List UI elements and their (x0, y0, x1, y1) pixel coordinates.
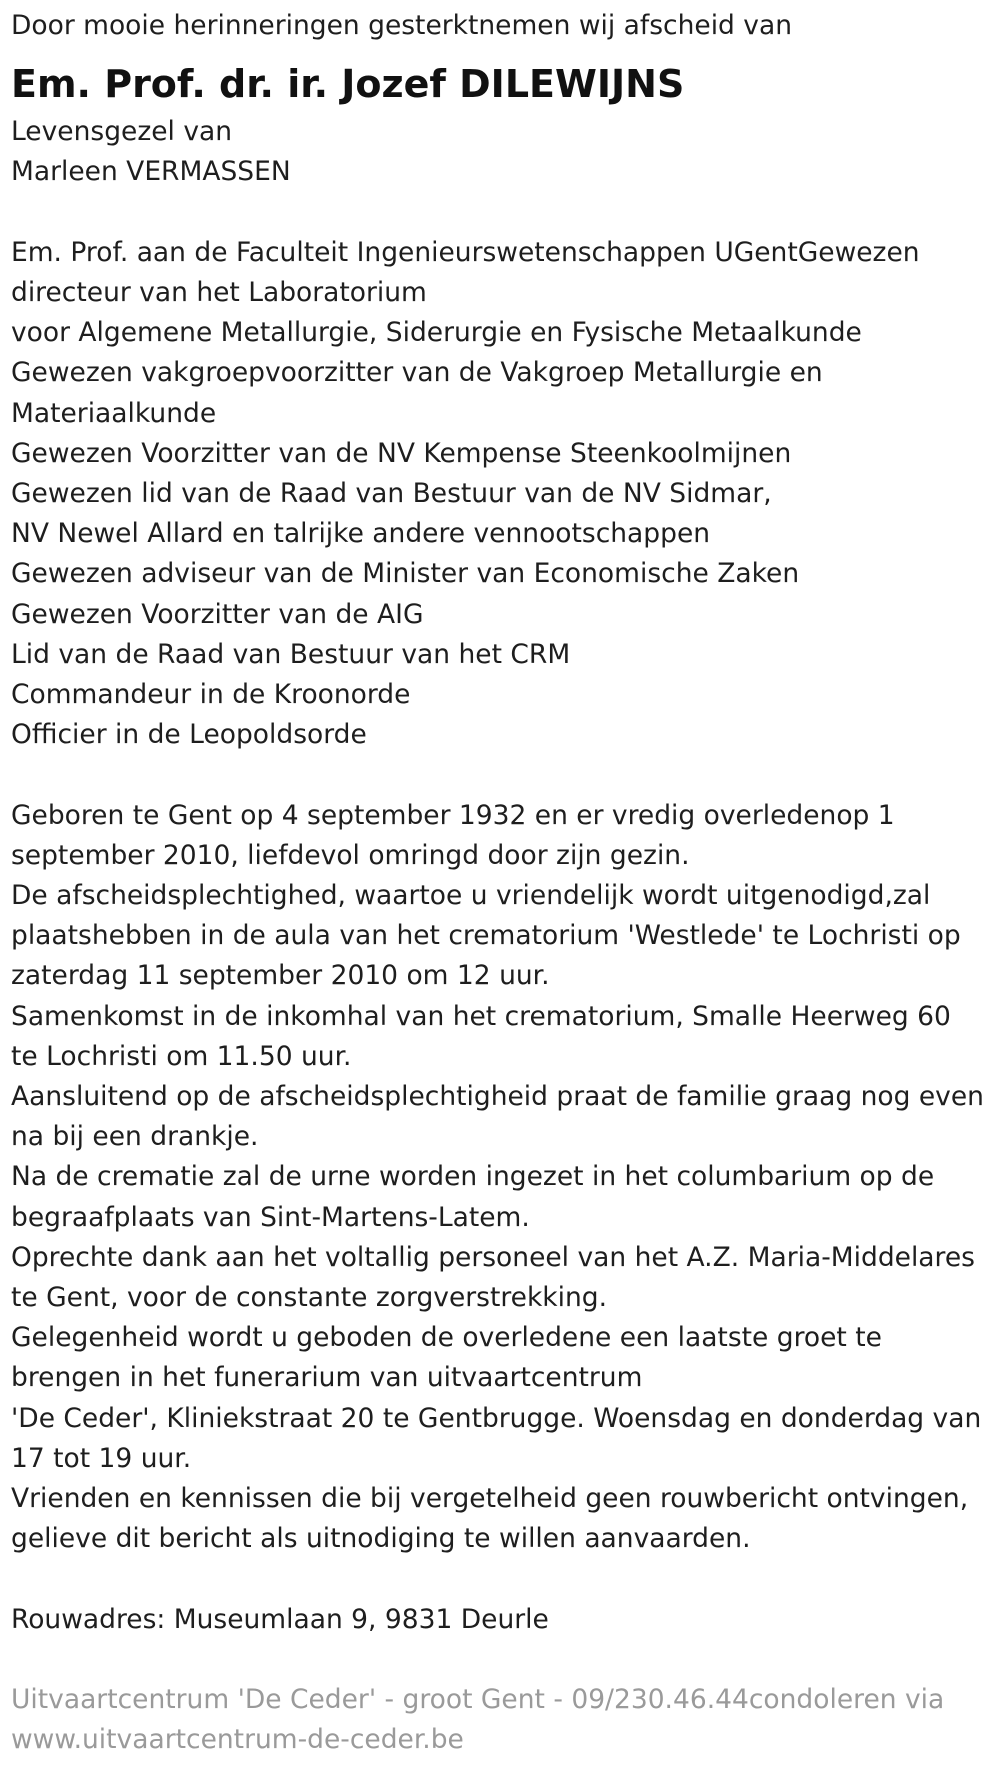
mourning-address: Rouwadres: Museumlaan 9, 9831 Deurle (11, 1603, 549, 1635)
title-line: Em. Prof. aan de Faculteit Ingenieurswetenschappen UGentGewezen (11, 236, 920, 268)
title-line: Materiaalkunde (11, 397, 217, 429)
detail-line: zaterdag 11 september 2010 om 12 uur. (11, 960, 550, 992)
detail-line: te Gent, voor de constante zorgverstrekking. (11, 1282, 608, 1314)
detail-line: Vrienden en kennissen die bij vergetelheid geen rouwbericht ontvingen, (11, 1483, 969, 1515)
intro-text: Door mooie herinneringen gesterktnemen wij afscheid van (11, 10, 793, 41)
spacer (11, 1559, 996, 1599)
spacer (11, 1640, 996, 1680)
title-line: NV Newel Allard en talrijke andere vennootschappen (11, 518, 711, 550)
title-line: Gewezen Voorzitter van de AIG (11, 598, 424, 630)
detail-line: gelieve dit bericht als uitnodiging te willen aanvaarden. (11, 1523, 751, 1555)
detail-line: plaatshebben in de aula van het crematorium 'Westlede' te Lochristi op (11, 920, 961, 952)
detail-line: Na de crematie zal de urne worden ingezet in het columbarium op de (11, 1161, 935, 1193)
detail-line: Gelegenheid wordt u geboden de overledene een laatste groet te (11, 1322, 882, 1354)
detail-line: brengen in het funerarium van uitvaartcentrum (11, 1362, 643, 1394)
detail-line: 'De Ceder', Kliniekstraat 20 te Gentbrugge. Woensdag en donderdag van (11, 1402, 982, 1434)
title-line: Gewezen lid van de Raad van Bestuur van de NV Sidmar, (11, 478, 772, 510)
title-line: Officier in de Leopoldsorde (11, 719, 367, 751)
detail-line: Oprechte dank aan het voltallig personeel van het A.Z. Maria-Middelares (11, 1241, 975, 1273)
spacer (11, 193, 996, 233)
detail-line: Geboren te Gent op 4 september 1932 en er vredig overledenop 1 (11, 799, 895, 831)
detail-line: september 2010, liefdevol omringd door zijn gezin. (11, 839, 690, 871)
detail-line: na bij een drankje. (11, 1121, 259, 1153)
detail-line: begraafplaats van Sint-Martens-Latem. (11, 1201, 530, 1233)
detail-line: De afscheidsplechtighed, waartoe u vriendelijk wordt uitgenodigd,zal (11, 880, 931, 912)
title-line: Commandeur in de Kroonorde (11, 679, 411, 711)
footer-line: Uitvaartcentrum 'De Ceder' - groot Gent - 09/230.46.44condoleren via (11, 1684, 945, 1716)
detail-line: Samenkomst in de inkomhal van het crematorium, Smalle Heerweg 60 (11, 1000, 951, 1032)
title-line: Lid van de Raad van Bestuur van het CRM (11, 638, 571, 670)
spacer (11, 755, 996, 795)
titles-list (11, 233, 996, 756)
partner-section (11, 112, 996, 192)
detail-line: te Lochristi om 11.50 uur. (11, 1040, 352, 1072)
obituary-notice (11, 6, 996, 1760)
detail-line: 17 tot 19 uur. (11, 1442, 192, 1474)
details-section (11, 796, 996, 1560)
footer-website: www.uitvaartcentrum-de-ceder.be (11, 1724, 464, 1756)
deceased-name: Em. Prof. dr. ir. Jozef DILEWIJNS (11, 62, 685, 107)
title-line: Gewezen Voorzitter van de NV Kempense Steenkoolmijnen (11, 437, 792, 469)
title-line: Gewezen vakgroepvoorzitter van de Vakgroep Metallurgie en (11, 357, 823, 389)
partner-name: Marleen VERMASSEN (11, 156, 291, 188)
partner-line: Levensgezel van (11, 116, 233, 148)
title-line: voor Algemene Metallurgie, Siderurgie en Fysische Metaalkunde (11, 317, 862, 349)
funeral-home-footer (11, 1680, 996, 1760)
title-line: Gewezen adviseur van de Minister van Economische Zaken (11, 558, 800, 590)
title-line: directeur van het Laboratorium (11, 277, 427, 308)
detail-line: Aansluitend op de afscheidsplechtigheid praat de familie graag nog even (11, 1081, 984, 1113)
